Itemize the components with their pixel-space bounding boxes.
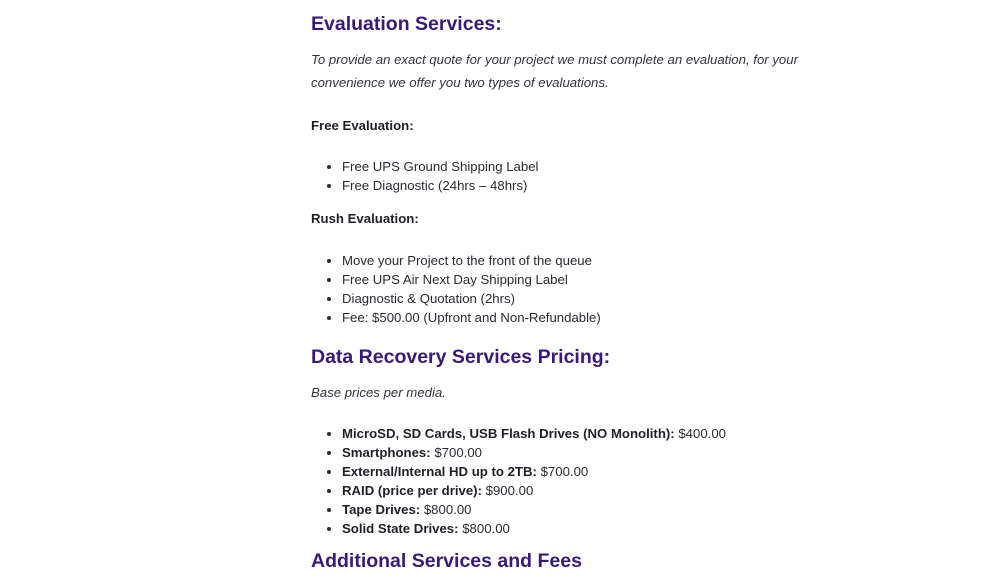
price-item-label: RAID (price per drive): bbox=[342, 483, 482, 498]
free-evaluation-list bbox=[311, 157, 538, 195]
price-item bbox=[342, 424, 726, 443]
price-item-value: $900.00 bbox=[481, 483, 534, 498]
price-item bbox=[342, 443, 726, 462]
list-item: • Move your Project to the front of the queue bbox=[342, 251, 601, 270]
evaluation-services-heading: Evaluation Services: bbox=[311, 13, 502, 35]
price-item-label: Solid State Drives: bbox=[342, 521, 459, 536]
price-item bbox=[342, 481, 726, 500]
price-item-label: Smartphones: bbox=[342, 445, 431, 460]
price-item-value: $800.00 bbox=[420, 502, 472, 517]
evaluation-intro-text: To provide an exact quote for your project we must complete an evaluation, for your convenience we offer you two types of evaluations. bbox=[311, 52, 798, 90]
price-item-value: $800.00 bbox=[458, 521, 510, 536]
price-item-value: $700.00 bbox=[536, 464, 589, 479]
price-item bbox=[342, 519, 726, 538]
list-item: • Diagnostic & Quotation (2hrs) bbox=[342, 289, 601, 308]
price-item-value: $400.00 bbox=[674, 426, 726, 441]
list-item: • Fee: $500.00 (Upfront and Non-Refundable) bbox=[342, 308, 601, 327]
pricing-list bbox=[311, 424, 726, 538]
price-item-label: MicroSD, SD Cards, USB Flash Drives (NO Monolith): bbox=[342, 426, 675, 441]
list-item: • Free Diagnostic (24hrs – 48hrs) bbox=[342, 176, 538, 195]
rush-evaluation-list bbox=[311, 251, 601, 327]
free-evaluation-title: Free Evaluation: bbox=[311, 118, 414, 133]
list-item: • Free UPS Ground Shipping Label bbox=[342, 157, 538, 176]
additional-services-heading: Additional Services and Fees bbox=[311, 550, 582, 572]
price-item-label: External/Internal HD up to 2TB: bbox=[342, 464, 537, 479]
rush-evaluation-title: Rush Evaluation: bbox=[311, 211, 419, 226]
price-item-label: Tape Drives: bbox=[342, 502, 421, 517]
price-item bbox=[342, 462, 726, 481]
pricing-intro-text: Base prices per media. bbox=[311, 385, 446, 400]
list-item: • Free UPS Air Next Day Shipping Label bbox=[342, 270, 601, 289]
price-item-value: $700.00 bbox=[430, 445, 483, 460]
pricing-heading: Data Recovery Services Pricing: bbox=[311, 346, 611, 368]
price-item bbox=[342, 500, 726, 519]
